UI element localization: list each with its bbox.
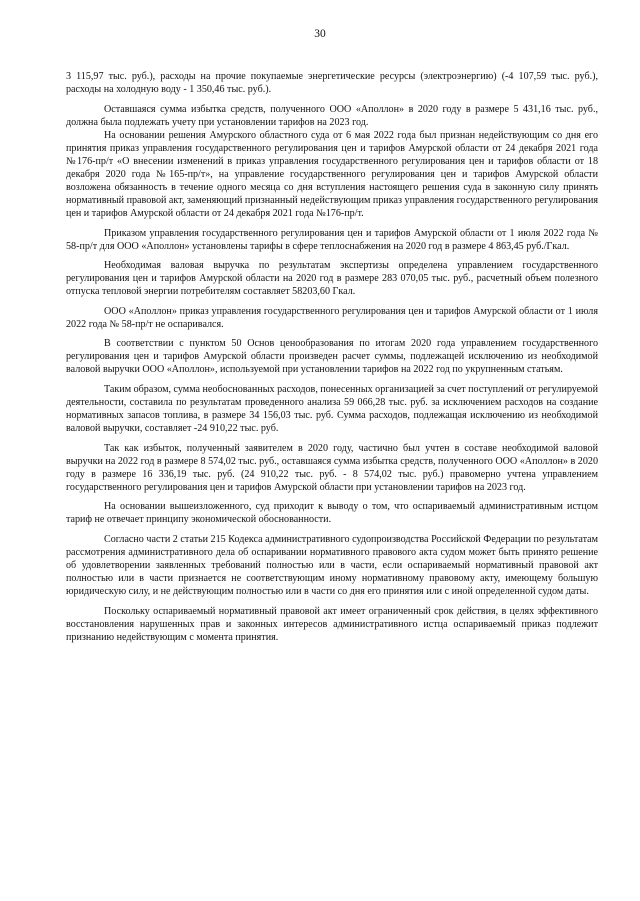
paragraph-11: Согласно части 2 статьи 215 Кодекса административного судопроизводства Российской Федерации по результатам рассмотрения административного дела об оспаривании нормативного правового акта судом может быть принято решение об удовлетворении заявленных требований полностью или в части, если оспариваемый нормативный правовой акт полностью или в части признается не соответствующим иному нормативному правовому акту, имеющему большую юридическую силу, и не действующим полностью или в части со дня его принятия или с иной определенной судом даты. xyxy=(66,533,598,598)
paragraph-10: На основании вышеизложенного, суд приходит к выводу о том, что оспариваемый административным истцом тариф не отвечает принципу экономической обоснованности. xyxy=(66,501,598,526)
paragraph-5: Необходимая валовая выручка по результатам экспертизы определена управлением государственного регулирования цен и тарифов Амурской области на 2020 год в размере 283 070,05 тыс. руб., расчетный объем полезного отпуска тепловой энергии потребителям составляет 58203,60 Гкал. xyxy=(66,260,598,298)
paragraph-4: Приказом управления государственного регулирования цен и тарифов Амурской области от 1 июля 2022 года № 58-пр/т для ООО «Аполлон» установлены тарифы в сфере теплоснабжения на 2020 год в размере 4 863,45 руб./Гкал. xyxy=(66,227,598,252)
paragraph-12: Поскольку оспариваемый нормативный правовой акт имеет ограниченный срок действия, в целях эффективного восстановления нарушенных прав и законных интересов административного истца оспариваемый приказ подлежит признанию недействующим с момента принятия. xyxy=(66,605,598,643)
paragraph-1: 3 115,97 тыс. руб.), расходы на прочие покупаемые энергетические ресурсы (электроэнергию) (-4 107,59 тыс. руб.), расходы на холодную воду - 1 350,46 тыс. руб.). xyxy=(66,71,598,96)
paragraph-7: В соответствии с пунктом 50 Основ ценообразования по итогам 2020 года управлением государственного регулирования цен и тарифов Амурской области произведен расчет суммы, подлежащей исключению из необходимой валовой выручки ООО «Аполлон», используемой при установлении тарифов на 2022 год по укрупненным статьям. xyxy=(66,338,598,376)
paragraph-2: Оставшаяся сумма избытка средств, полученного ООО «Аполлон» в 2020 году в размере 5 431,16 тыс. руб., должна была подлежать учету при установлении тарифов на 2023 год. xyxy=(66,103,598,128)
paragraph-6: ООО «Аполлон» приказ управления государственного регулирования цен и тарифов Амурской области от 1 июля 2022 года № 58-пр/т не оспаривался. xyxy=(66,305,598,330)
page-number: 30 xyxy=(314,28,326,40)
paragraph-9: Так как избыток, полученный заявителем в 2020 году, частично был учтен в составе необходимой валовой выручки на 2022 год в размере 8 574,02 тыс. руб., оставшаяся сумма избытка средств, полученного ООО «Аполлон» в 2020 году в размере 16 336,19 тыс. руб. (24 910,22 тыс. руб. - 8 574,02 тыс. руб.) правомерно учтена управлением государственного регулирования цен и тарифов Амурской области при установлении тарифов на 2023 год. xyxy=(66,442,598,493)
document-body xyxy=(66,70,598,644)
paragraph-8: Таким образом, сумма необоснованных расходов, понесенных организацией за счет поступлений от регулируемой деятельности, составила по результатам проведенного анализа 59 066,28 тыс. руб. за исключением расходов на создание нормативных запасов топлива, в размере 34 156,03 тыс. руб. Сумма расходов, подлежащая исключению из необходимой валовой выручки, составляет -24 910,22 тыс. руб. xyxy=(66,383,598,435)
paragraph-3: На основании решения Амурского областного суда от 6 мая 2022 года был признан недействующим со дня его принятия приказ управления государственного регулирования цен и тарифов Амурской области от 24 декабря 2021 года №176-пр/т «О внесении изменений в приказ управления государственного регулирования цен и тарифов области от 18 декабря 2020 года №165-пр/т», на управление государственного регулирования цен и тарифов Амурской области возложена обязанность в течение одного месяца со дня вступления настоящего решения суда в законную силу принять нормативный правовой акт, заменяющий признанный недействующим приказ управления государственного регулирования цен и тарифов Амурской области от 24 декабря 2021 года №176-пр/т. xyxy=(66,129,598,219)
